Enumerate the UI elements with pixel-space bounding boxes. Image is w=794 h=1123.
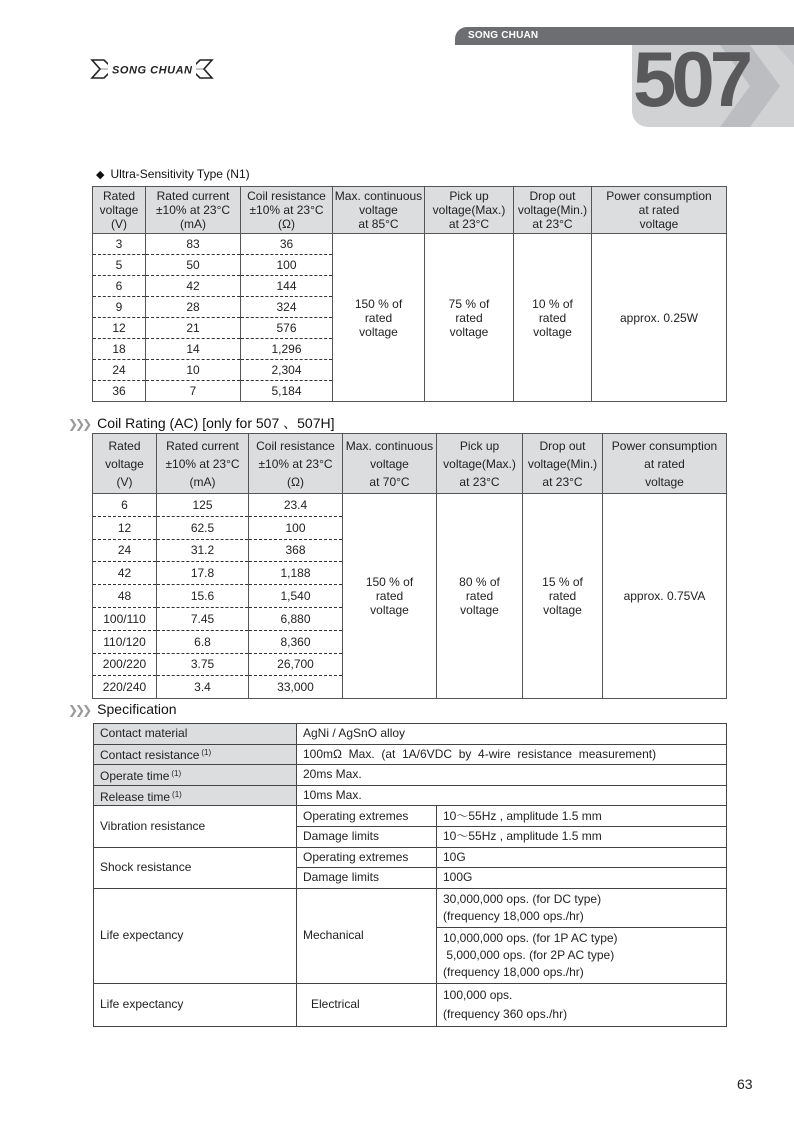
spec-value: AgNi / AgSnO alloy bbox=[297, 724, 727, 745]
spec-section-heading bbox=[68, 701, 177, 717]
ac-coil-table bbox=[92, 433, 727, 699]
ac-max-continuous-value: 150 % of rated voltage bbox=[343, 494, 437, 699]
spec-value: 100G bbox=[437, 868, 727, 889]
dc-col-max-continuous: Max. continuous voltage at 85°C bbox=[333, 187, 425, 234]
spec-value: 100,000 ops. (frequency 360 ops./hr) bbox=[437, 983, 727, 1026]
svg-text:SONG CHUAN: SONG CHUAN bbox=[112, 64, 192, 77]
cell: 48 bbox=[93, 585, 157, 608]
table-row bbox=[94, 785, 727, 806]
spec-value: 10～55Hz , amplitude 1.5 mm bbox=[437, 826, 727, 847]
dc-col-rated-voltage: Rated voltage (V) bbox=[93, 187, 146, 234]
cell: 18 bbox=[93, 339, 146, 360]
double-chevron-icon: ❯❯❯ bbox=[68, 703, 90, 717]
spec-value: 20ms Max. bbox=[297, 765, 727, 786]
ac-header-row bbox=[93, 434, 727, 494]
ac-col-rated-voltage: Rated voltage (V) bbox=[93, 434, 157, 494]
song-chuan-logo bbox=[90, 54, 216, 84]
cell: 100 bbox=[241, 255, 333, 276]
cell: 12 bbox=[93, 318, 146, 339]
cell: 6,880 bbox=[249, 607, 343, 630]
spec-label: Operate time $^{(1)}$ bbox=[94, 765, 297, 786]
spec-label: Release time $^{(1)}$ bbox=[94, 785, 297, 806]
cell: 3 bbox=[93, 234, 146, 255]
table-row bbox=[94, 888, 727, 927]
cell: 576 bbox=[241, 318, 333, 339]
cell: 15.6 bbox=[157, 585, 249, 608]
spec-sublabel: Electrical bbox=[297, 983, 437, 1026]
dc-max-continuous-value: 150 % of rated voltage bbox=[333, 234, 425, 402]
dc-coil-table bbox=[92, 186, 727, 402]
cell: 2,304 bbox=[241, 360, 333, 381]
ac-col-coil-resistance: Coil resistance ±10% at 23°C (Ω) bbox=[249, 434, 343, 494]
ac-col-power: Power consumption at rated voltage bbox=[603, 434, 727, 494]
page-number: 63 bbox=[737, 1076, 753, 1092]
cell: 3.4 bbox=[157, 676, 249, 699]
cell: 9 bbox=[93, 297, 146, 318]
spec-value: 10G bbox=[437, 847, 727, 868]
dc-power-value: approx. 0.25W bbox=[592, 234, 727, 402]
spec-sublabel: Damage limits bbox=[297, 868, 437, 889]
spec-value: 10ms Max. bbox=[297, 785, 727, 806]
cell: 36 bbox=[93, 381, 146, 402]
dc-pick-up-value: 75 % of rated voltage bbox=[425, 234, 514, 402]
cell: 220/240 bbox=[93, 676, 157, 699]
spec-value: 10,000,000 ops. (for 1P AC type) 5,000,000 ops. (for 2P AC type) (frequency 18,000 ops./hr) bbox=[437, 927, 727, 983]
cell: 24 bbox=[93, 360, 146, 381]
ac-col-pick-up: Pick up voltage(Max.) at 23°C bbox=[437, 434, 523, 494]
cell: 200/220 bbox=[93, 653, 157, 676]
cell: 5,184 bbox=[241, 381, 333, 402]
cell: 62.5 bbox=[157, 516, 249, 539]
cell: 42 bbox=[146, 276, 241, 297]
cell: 23.4 bbox=[249, 494, 343, 517]
cell: 31.2 bbox=[157, 539, 249, 562]
table-row bbox=[94, 847, 727, 868]
spec-sublabel: Operating extremes bbox=[297, 806, 437, 827]
cell: 100/110 bbox=[93, 607, 157, 630]
dc-section-heading bbox=[96, 167, 250, 181]
dc-col-coil-resistance: Coil resistance ±10% at 23°C (Ω) bbox=[241, 187, 333, 234]
cell: 36 bbox=[241, 234, 333, 255]
table-row bbox=[94, 744, 727, 765]
ac-power-value: approx. 0.75VA bbox=[603, 494, 727, 699]
cell: 8,360 bbox=[249, 630, 343, 653]
table-row bbox=[94, 724, 727, 745]
cell: 100 bbox=[249, 516, 343, 539]
cell: 3.75 bbox=[157, 653, 249, 676]
cell: 12 bbox=[93, 516, 157, 539]
cell: 26,700 bbox=[249, 653, 343, 676]
cell: 33,000 bbox=[249, 676, 343, 699]
ac-section-heading bbox=[68, 413, 335, 433]
table-row bbox=[94, 806, 727, 827]
spec-table bbox=[93, 723, 727, 1027]
spec-value: 100mΩ Max. (at 1A/6VDC by 4-wire resistance measurement) bbox=[297, 744, 727, 765]
cell: 1,540 bbox=[249, 585, 343, 608]
spec-section-title: Specification bbox=[97, 701, 177, 717]
table-row bbox=[93, 234, 727, 255]
cell: 144 bbox=[241, 276, 333, 297]
dc-col-power: Power consumption at rated voltage bbox=[592, 187, 727, 234]
dc-col-rated-current: Rated current ±10% at 23°C (mA) bbox=[146, 187, 241, 234]
spec-label: Shock resistance bbox=[94, 847, 297, 888]
dc-section-title: Ultra-Sensitivity Type (N1) bbox=[110, 167, 250, 181]
cell: 7.45 bbox=[157, 607, 249, 630]
ac-pick-up-value: 80 % of rated voltage bbox=[437, 494, 523, 699]
cell: 10 bbox=[146, 360, 241, 381]
diamond-bullet-icon: ◆ bbox=[96, 169, 105, 181]
ac-col-max-continuous: Max. continuous voltage at 70°C bbox=[343, 434, 437, 494]
dc-col-pick-up: Pick up voltage(Max.) at 23°C bbox=[425, 187, 514, 234]
double-chevron-icon: ❯❯❯ bbox=[68, 417, 90, 431]
brand-bar-text: SONG CHUAN bbox=[468, 30, 539, 41]
cell: 125 bbox=[157, 494, 249, 517]
cell: 5 bbox=[93, 255, 146, 276]
table-row bbox=[94, 765, 727, 786]
cell: 6 bbox=[93, 494, 157, 517]
table-row bbox=[93, 494, 727, 517]
dc-col-drop-out: Drop out voltage(Min.) at 23°C bbox=[514, 187, 592, 234]
cell: 110/120 bbox=[93, 630, 157, 653]
cell: 17.8 bbox=[157, 562, 249, 585]
spec-sublabel: Damage limits bbox=[297, 826, 437, 847]
dc-drop-out-value: 10 % of rated voltage bbox=[514, 234, 592, 402]
ac-drop-out-value: 15 % of rated voltage bbox=[523, 494, 603, 699]
spec-value: 30,000,000 ops. (for DC type) (frequency 18,000 ops./hr) bbox=[437, 888, 727, 927]
cell: 21 bbox=[146, 318, 241, 339]
spec-sublabel: Operating extremes bbox=[297, 847, 437, 868]
spec-sublabel: Mechanical bbox=[297, 888, 437, 983]
cell: 7 bbox=[146, 381, 241, 402]
cell: 14 bbox=[146, 339, 241, 360]
cell: 83 bbox=[146, 234, 241, 255]
cell: 50 bbox=[146, 255, 241, 276]
spec-label: Contact resistance $^{(1)}$ bbox=[94, 744, 297, 765]
cell: 1,296 bbox=[241, 339, 333, 360]
ac-col-rated-current: Rated current ±10% at 23°C (mA) bbox=[157, 434, 249, 494]
cell: 324 bbox=[241, 297, 333, 318]
dc-header-row bbox=[93, 187, 727, 234]
ac-col-drop-out: Drop out voltage(Min.) at 23°C bbox=[523, 434, 603, 494]
table-row bbox=[94, 983, 727, 1026]
spec-label: Contact material bbox=[94, 724, 297, 745]
cell: 28 bbox=[146, 297, 241, 318]
spec-value: 10～55Hz , amplitude 1.5 mm bbox=[437, 806, 727, 827]
cell: 24 bbox=[93, 539, 157, 562]
model-number: 507 bbox=[633, 35, 749, 123]
spec-label: Vibration resistance bbox=[94, 806, 297, 847]
cell: 368 bbox=[249, 539, 343, 562]
spec-label: Life expectancy bbox=[94, 888, 297, 983]
spec-label: Life expectancy bbox=[94, 983, 297, 1026]
cell: 6.8 bbox=[157, 630, 249, 653]
ac-section-title: Coil Rating (AC) [only for 507 、507H] bbox=[97, 415, 335, 431]
cell: 1,188 bbox=[249, 562, 343, 585]
cell: 42 bbox=[93, 562, 157, 585]
cell: 6 bbox=[93, 276, 146, 297]
